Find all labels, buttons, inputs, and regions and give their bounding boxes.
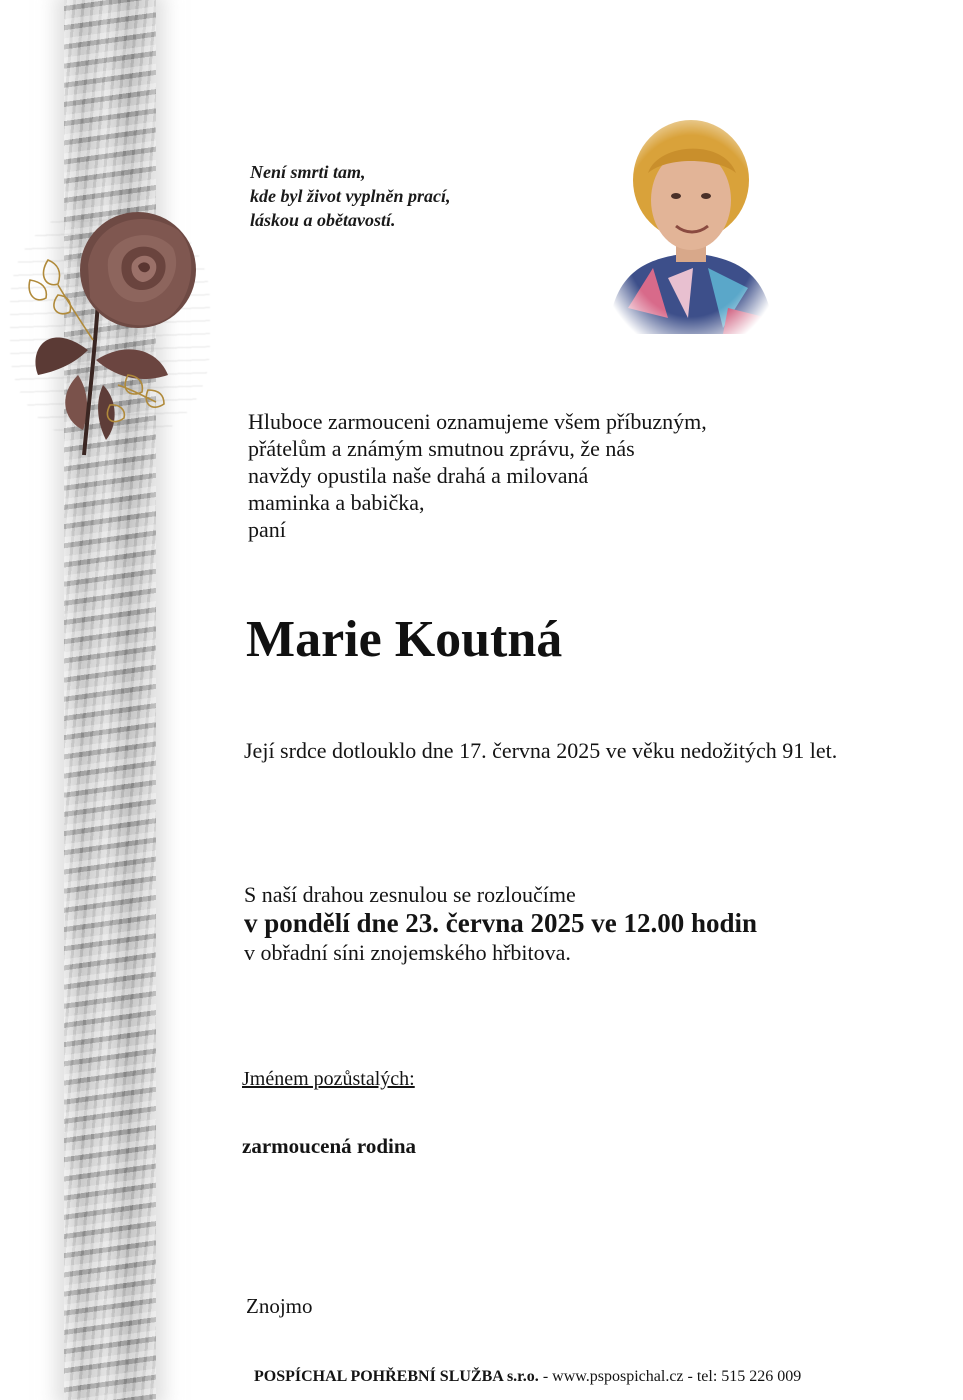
- rose-icon: [18, 200, 208, 460]
- announcement-line: Hluboce zarmouceni oznamujeme všem příbuzným,: [248, 409, 707, 434]
- quote-line: láskou a obětavostí.: [250, 210, 396, 230]
- quote-line: kde byl život vyplněn prací,: [250, 186, 451, 206]
- announcement-text: [248, 408, 707, 543]
- death-notice: Její srdce dotlouklo dne 17. června 2025 ve věku nedožitých 91 let.: [244, 738, 838, 763]
- footer-contact: - www.pspospichal.cz - tel: 515 226 009: [538, 1368, 802, 1385]
- farewell-date: v pondělí dne 23. června 2025 ve 12.00 hodin: [244, 908, 758, 938]
- announcement-line: maminka a babička,: [248, 490, 425, 515]
- city: Znojmo: [246, 1294, 313, 1318]
- farewell-line: S naší drahou zesnulou se rozloučíme: [244, 882, 576, 907]
- on-behalf-label: Jménem pozůstalých:: [242, 1068, 415, 1090]
- footer-company: POSPÍCHAL POHŘEBNÍ SLUŽBA s.r.o.: [254, 1368, 539, 1385]
- farewell-place: v obřadní síni znojemského hřbitova.: [244, 940, 571, 965]
- announcement-line: paní: [248, 517, 286, 542]
- memorial-quote: [250, 160, 450, 232]
- quote-line: Není smrti tam,: [250, 162, 366, 182]
- announcement-line: přátelům a známým smutnou zprávu, že nás: [248, 436, 635, 461]
- farewell-info: [244, 880, 757, 967]
- deceased-name: Marie Koutná: [246, 611, 563, 668]
- announcement-line: navždy opustila naše drahá a milovaná: [248, 463, 589, 488]
- family-signature: zarmoucená rodina: [242, 1134, 417, 1158]
- footer: [254, 1368, 801, 1386]
- portrait-photo: [608, 118, 774, 334]
